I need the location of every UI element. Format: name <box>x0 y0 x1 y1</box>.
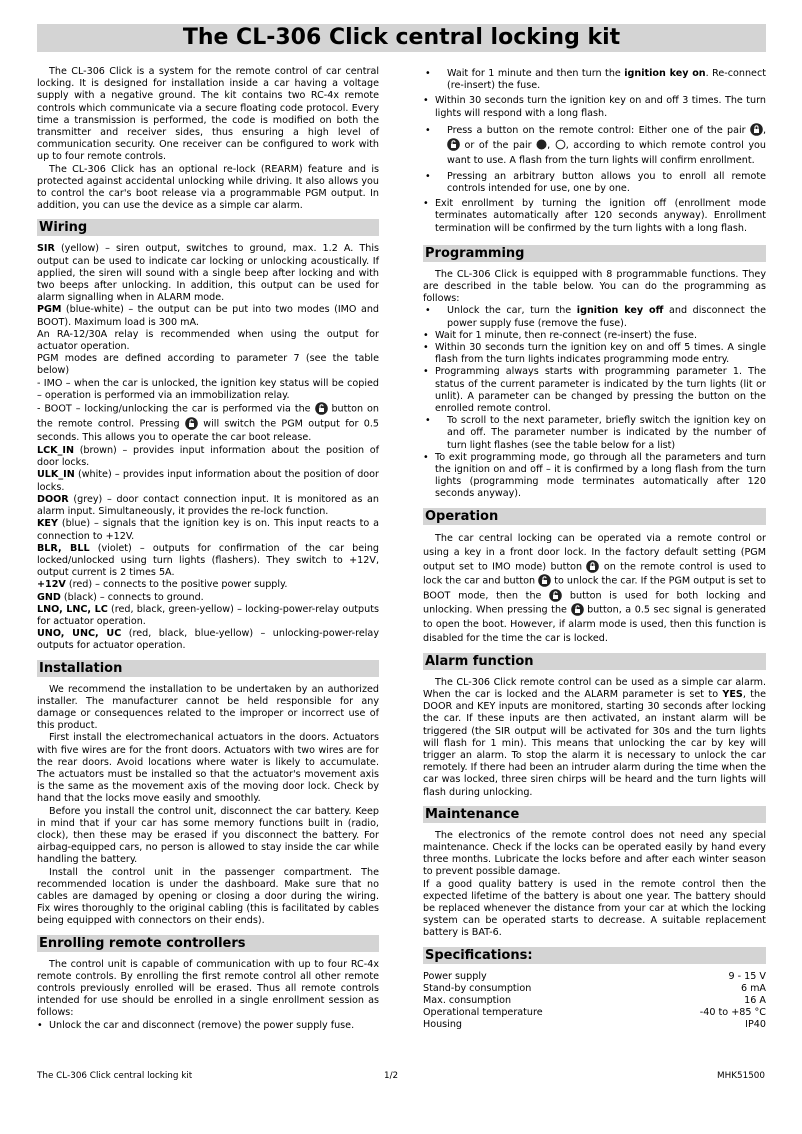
section-heading-maintenance: Maintenance <box>423 806 766 823</box>
operation-paragraph: The car central locking can be operated via a remote control or using a key in a front door lock. In the factory default setting (PGM output set to IMO mode) button on the remote control is used to lock the car and button to unlock the car. If the PGM output is set to BOOT mode, then the button is used for both locking and unlocking. When pressing the button, a 0.5 sec signal is generated to open the boot. However, if alarm mode is used, then this function is disabled for the time the car is locked. <box>423 532 766 644</box>
page-title: The CL-306 Click central locking kit <box>37 24 766 52</box>
enrolling-steps <box>37 1020 379 1032</box>
wiring-item: SIR (yellow) – siren output, switches to ground, max. 1.2 A. This output can be used to indicate car locking or unlocking acoustically. If applied, the siren will sound with a single beep after locking and with two beeps after unlocking. In addition, this output can be used for alarm signalling when in ALARM mode. <box>37 243 379 304</box>
wiring-item: GND (black) – connects to ground. <box>37 591 204 603</box>
list-item: • Programming always starts with programming parameter 1. The status of the current parameter is indicated by the turn lights (lit or unlit). A parameter can be changed by pressing the button on the enrolled remote control. <box>423 366 766 415</box>
wiring-item: An RA-12/30A relay is recommended when using the output for actuator operation. <box>37 328 379 353</box>
list-item: • To scroll to the next parameter, briefly switch the ignition key on and off. The parameter number is indicated by the number of turn light flashes (see the table below for a list) <box>425 415 766 451</box>
installation-paragraph: First install the electromechanical actuators in the doors. Actuators with five wires are for the front doors. Actuators with two wires are for the rear doors. Avoid locations where water is likely to accumulate. The actuators must be installed so that the actuator's movement axis is the same as the movement axis of the moving door lock. Check by hand that the locks move easily and smoothly. <box>37 732 379 805</box>
lock-closed-icon <box>586 560 599 573</box>
list-item: • To exit programming mode, go through all the parameters and turn the ignition on and off – it is confirmed by a long flash from the turn lights (programming mode terminates automatically after 120 seconds anyway). <box>423 451 766 500</box>
lock-open-icon <box>571 603 584 616</box>
section-heading-installation: Installation <box>37 660 379 677</box>
maintenance-paragraph: The electronics of the remote control does not need any special maintenance. Check if the locks can be operated easily by hand every three months. Lubricate the locks before and after each winter season to prevent possible damage. <box>423 829 766 878</box>
lock-open-icon <box>538 574 551 587</box>
wiring-item: PGM modes are defined according to parameter 7 (see the table below) <box>37 353 379 377</box>
intro-paragraph: The CL-306 Click is a system for the remote control of car central locking. It is designed for installation inside a car having a voltage supply with a negative ground. The kit contains two RC-4x remote controls which communicate via a secure floating code protocol. Every time a transmission is performed, the code is modified on both the transmitter and receiver sides, thus ensuring a high level of communication security. One receiver can be configured to work with up to four remote controls. <box>37 66 379 163</box>
list-item: • Wait for 1 minute and then turn the ignition key on. Re-connect (re-insert) the fuse. <box>425 68 766 92</box>
intro-paragraph: The CL-306 Click has an optional re-lock (REARM) feature and is protected against accidental unlocking while driving. It also allows you to control the car's boot release via a programmable PGM output. In addition, you can use the device as a simple car alarm. <box>37 163 379 212</box>
section-heading-operation: Operation <box>423 508 766 525</box>
section-heading-programming: Programming <box>423 245 766 262</box>
wiring-item: KEY (blue) – signals that the ignition key is on. This input reacts to a connection to +12V. <box>37 518 379 542</box>
wiring-item: - IMO – when the car is unlocked, the ignition key status will be copied – operation is performed via an immobilization relay. <box>37 377 379 401</box>
installation-paragraph: Install the control unit in the passenger compartment. The recommended location is under the dashboard. Make sure that no cables are damaged by opening or closing a door during the wiring. Fix wires thoroughly to the original cabling (this is facilitated by cables being equipped with connectors on their ends). <box>37 866 379 927</box>
enrolling-steps-continued <box>423 68 766 235</box>
list-item: • Within 30 seconds turn the ignition key on and off 3 times. The turn lights will respond with a long flash. <box>423 95 766 119</box>
filled-circle-icon <box>536 139 547 150</box>
hollow-circle-icon <box>555 139 566 150</box>
wiring-item: DOOR (grey) – door contact connection input. It is monitored as an alarm input. Simultaneously, it provides the re-lock function. <box>37 493 379 518</box>
table-row: Max. consumption 16 A <box>423 994 766 1006</box>
section-heading-specifications: Specifications: <box>423 947 766 964</box>
installation-paragraph: We recommend the installation to be undertaken by an authorized installer. The manufacturer cannot be held responsible for any damage or consequences related to the improper or incorrect use of this product. <box>37 683 379 732</box>
lock-open-icon <box>447 138 460 151</box>
wiring-item: BLR, BLL (violet) – outputs for confirmation of the car being locked/unlocked using turn lights (flashers). They switch to +12V, output current is 2 times 5A. <box>37 542 380 579</box>
wiring-item: LNO, LNC, LC (red, black, green-yellow) – locking-power-relay outputs for actuator operation. <box>37 603 379 627</box>
section-heading-wiring: Wiring <box>37 219 379 236</box>
section-heading-enrolling: Enrolling remote controllers <box>37 935 379 952</box>
specifications-table <box>423 971 766 1031</box>
programming-steps <box>423 305 766 500</box>
section-heading-alarm: Alarm function <box>423 653 766 670</box>
left-column <box>37 66 379 1032</box>
wiring-item: +12V (red) – connects to the positive power supply. <box>37 579 288 591</box>
list-item: • Unlock the car, turn the ignition key off and disconnect the power supply fuse (remove the fuse). <box>425 305 766 329</box>
footer-page-number: 1/2 <box>384 1071 399 1081</box>
lock-closed-icon <box>750 123 763 136</box>
footer-document-code: MHK51500 <box>717 1071 765 1081</box>
table-row: Housing IP40 <box>423 1018 766 1030</box>
list-item: • Wait for 1 minute, then re-connect (re-insert) the fuse. <box>423 329 698 341</box>
wiring-item: PGM (blue-white) – the output can be put into two modes (IMO and BOOT). Maximum load is 300 mA. <box>37 304 379 328</box>
wiring-item: ULK_IN (white) – provides input information about the position of door locks. <box>37 469 379 493</box>
table-row: Operational temperature -40 to +85 °C <box>423 1006 766 1018</box>
list-item: • Press a button on the remote control: Either one of the pair , or of the pair , , according to which remote control you want to use. A flash from the turn lights will confirm enrollment. <box>425 124 766 166</box>
list-item: • Within 30 seconds turn the ignition key on and off 5 times. A single flash from the turn lights indicates programming mode entry. <box>423 342 766 366</box>
wiring-item: UNO, UNC, UC (red, black, blue-yellow) – unlocking-power-relay outputs for actuator operation. <box>37 628 379 652</box>
list-item: • Unlock the car and disconnect (remove) the power supply fuse. <box>37 1019 355 1031</box>
footer-document-title: The CL-306 Click central locking kit <box>37 1071 193 1081</box>
table-row: Stand-by consumption 6 mA <box>423 982 766 994</box>
programming-paragraph: The CL-306 Click is equipped with 8 programmable functions. They are described in the table below. You can do the programming as follows: <box>423 268 766 305</box>
lock-open-icon <box>315 402 328 415</box>
enrolling-paragraph: The control unit is capable of communication with up to four RC-4x remote controls. By enrolling the first remote control all other remote controls previously enrolled will be erased. Thus all remote controls intended for use should be enrolled in a single enrollment session as follows: <box>37 958 379 1019</box>
alarm-paragraph: The CL-306 Click remote control can be used as a simple car alarm. When the car is locked and the ALARM parameter is set to YES, the DOOR and KEY inputs are monitored, starting 30 seconds after locking the car. If these inputs are then activated, an instant alarm will be triggered (the SIR output will be activated for 30s and the turn lights will flash for 1 min). This means that unlocking the car by key will trigger an alarm. To stop the alarm it is necessary to unlock the car remotely. If there had been an intruder alarm during the time when the car was locked, three siren chirps will be heard and the turn lights will flash during unlocking. <box>423 676 766 798</box>
table-row: Power supply 9 - 15 V <box>423 970 766 982</box>
list-item: • Pressing an arbitrary button allows you to enroll all remote controls intended for use, one by one. <box>425 170 766 195</box>
lock-open-icon <box>185 417 198 430</box>
lock-open-icon <box>549 589 562 602</box>
right-column <box>423 68 766 1031</box>
wiring-item: LCK_IN (brown) – provides input information about the position of door locks. <box>37 445 379 469</box>
installation-paragraph: Before you install the control unit, disconnect the car battery. Keep in mind that if your car has some memory functions built in (radio, clock), then these may be erased if you disconnect the battery. For airbag-equipped cars, no person is allowed to stay inside the car while handling the battery. <box>37 805 379 866</box>
wiring-boot-mode: - BOOT – locking/unlocking the car is performed via the button on the remote control. Pressing will switch the PGM output for 0.5 seconds. This allows you to operate the car boot release. <box>37 403 379 444</box>
list-item: • Exit enrollment by turning the ignition off (enrollment mode terminates automatically after 120 seconds anyway). Enrollment termination will be confirmed by the turn lights with a long flash. <box>423 198 766 234</box>
maintenance-paragraph: If a good quality battery is used in the remote control then the expected lifetime of the battery is about one year. The battery should be replaced whenever the distance from your car at which the locking system can be operated starts to decrease. A suitable replacement battery is BAT-6. <box>423 878 766 939</box>
